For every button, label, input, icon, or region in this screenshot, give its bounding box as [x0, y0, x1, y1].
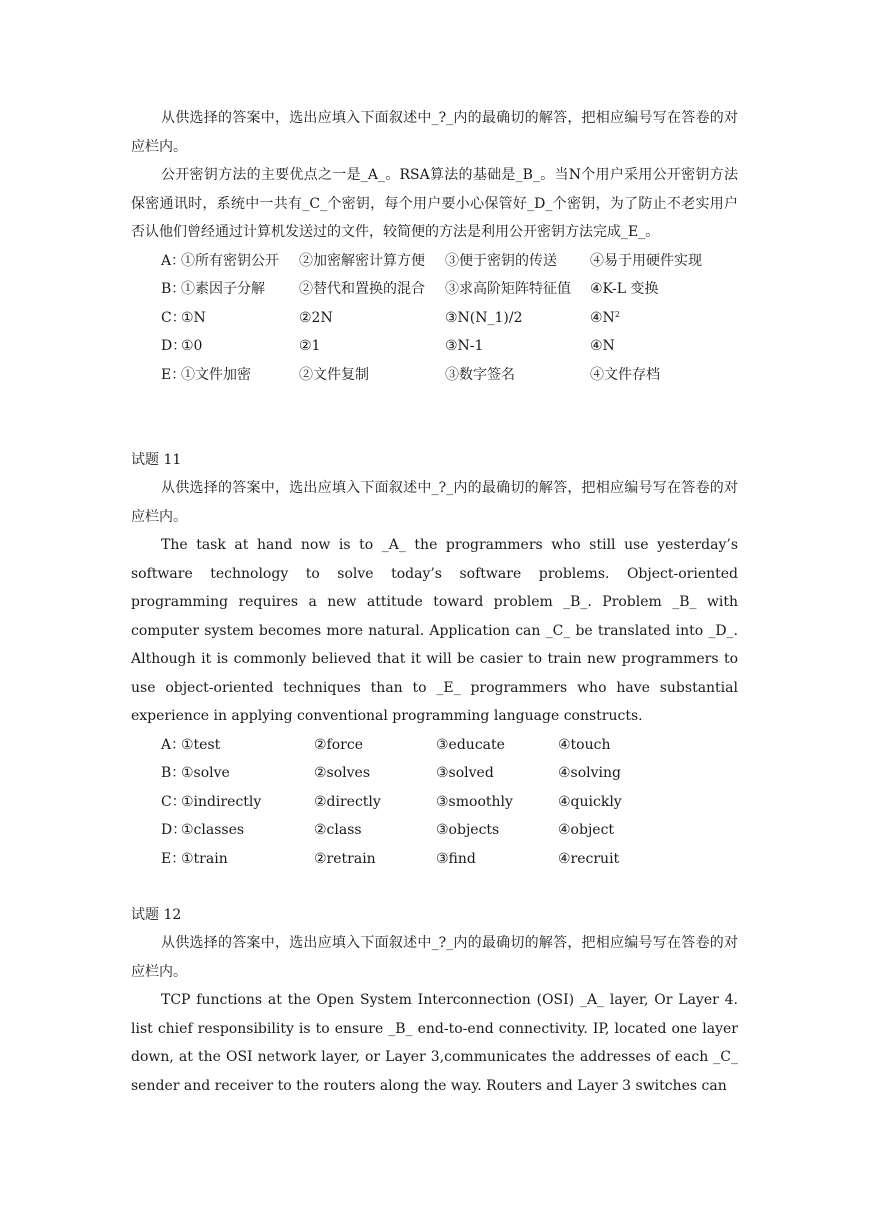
- q11-option-row-d: [131, 816, 738, 845]
- q11-option-row-e: [131, 845, 738, 874]
- option-1: ①classes: [181, 822, 245, 838]
- option-3: ③便于密钥的传送: [445, 252, 557, 269]
- option-1: ①所有密钥公开: [181, 252, 279, 269]
- option-3: ③N(N_1)/2: [445, 309, 523, 326]
- q10-instruction: 从供选择的答案中，选出应填入下面叙述中_?_内的最确切的解答，把相应编号写在答卷的对应栏内。: [131, 110, 738, 155]
- option-3: ③数字签名: [445, 366, 515, 383]
- option-1: ①test: [181, 736, 221, 753]
- option-2: ②directly: [314, 793, 381, 810]
- option-4: ④quickly: [558, 793, 622, 810]
- q10-passage: 公开密钥方法的主要优点之一是_A_。RSA算法的基础是_B_。当N个用户采用公开密钥方法保密通讯时，系统中一共有_C_个密钥，每个用户要小心保管好_D_个密钥，为了防止不老实用户否认他们曾经通过计算机发送过的文件，较简便的方法是利用公开密钥方法完成_E_。: [131, 167, 738, 240]
- q10-option-row-a: [131, 247, 738, 276]
- option-2: ②2N: [299, 309, 333, 326]
- option-4: [590, 304, 620, 333]
- option-3: ③求高阶矩阵特征值: [445, 281, 571, 297]
- q11-option-row-a: [131, 731, 738, 760]
- option-2: ②替代和置换的混合: [299, 281, 425, 297]
- option-1: ①solve: [181, 765, 230, 781]
- q10-option-row-e: [131, 361, 738, 390]
- question-11: [131, 446, 738, 873]
- option-1: ①0: [181, 338, 203, 354]
- q11-title: 试题 11: [131, 452, 182, 468]
- option-4: ④touch: [558, 736, 611, 753]
- option-label: B：: [161, 765, 186, 781]
- option-4-superscript: 2: [614, 309, 620, 319]
- q10-option-row-c: [131, 304, 738, 333]
- option-4: ④易于用硬件实现: [590, 252, 702, 269]
- option-1: ①train: [181, 850, 228, 867]
- option-label: E：: [161, 850, 186, 867]
- q12-instruction: 从供选择的答案中，选出应填入下面叙述中_?_内的最确切的解答，把相应编号写在答卷的对应栏内。: [131, 935, 738, 980]
- q11-instruction: 从供选择的答案中，选出应填入下面叙述中_?_内的最确切的解答，把相应编号写在答卷的对应栏内。: [131, 480, 738, 525]
- option-1: ①indirectly: [181, 793, 262, 810]
- option-label: C：: [161, 309, 186, 326]
- option-2: ②solves: [314, 765, 371, 781]
- q10-options: [131, 247, 738, 390]
- q12-passage: TCP functions at the Open System Interconnection (OSI) _A_ layer, Or Layer 4. list chief responsibility is to ensure _B_ end-to-end connectivity. IP, located one layer down, at the OSI network layer, or Layer 3,communicates the addresses of each _C_ sender and receiver to the routers along the way. Routers and Layer 3 switches can: [131, 992, 738, 1094]
- q12-title: 试题 12: [131, 907, 182, 923]
- option-1: ①素因子分解: [181, 281, 265, 297]
- option-2: ②class: [314, 822, 362, 838]
- option-2: ②1: [299, 338, 321, 354]
- option-2: ②加密解密计算方便: [299, 252, 425, 269]
- option-label: A：: [161, 252, 186, 269]
- q10-option-row-d: [131, 332, 738, 361]
- option-label: D：: [161, 338, 187, 354]
- option-3: ③find: [436, 850, 476, 867]
- option-1: ①N: [181, 309, 206, 326]
- option-3: ③educate: [436, 736, 505, 753]
- question-10: [131, 104, 738, 389]
- option-2: ②force: [314, 736, 363, 753]
- option-4: ④recruit: [558, 850, 620, 867]
- option-1: ①文件加密: [181, 366, 251, 383]
- option-label: A：: [161, 736, 186, 753]
- question-12: [131, 901, 738, 1100]
- option-label: E：: [161, 366, 186, 383]
- option-label: B：: [161, 281, 186, 297]
- option-2: ②文件复制: [299, 366, 369, 383]
- option-4-base: ④N: [590, 309, 615, 326]
- option-4: ④N: [590, 338, 615, 354]
- option-2: ②retrain: [314, 850, 376, 867]
- q10-option-row-b: [131, 275, 738, 304]
- option-label: D：: [161, 822, 187, 838]
- q11-options: [131, 731, 738, 874]
- option-label: C：: [161, 793, 186, 810]
- option-3: ③solved: [436, 765, 494, 781]
- option-3: ③objects: [436, 822, 500, 838]
- option-3: ③N-1: [445, 338, 484, 354]
- option-4: ④solving: [558, 765, 622, 781]
- option-4: ④object: [558, 822, 615, 838]
- q11-option-row-b: [131, 759, 738, 788]
- q11-passage: The task at hand now is to _A_ the programmers who still use yesterday’s software technology to solve today’s software problems. Object-oriented programming requires a new attitude toward problem _B_. Problem _B_ with computer system becomes more natural. Application can _C_ be translated into _D_. Although it is commonly believed that it will be casier to train new programmers to use object-oriented techniques than to _E_ programmers who have substantial experience in applying conventional programming language constructs.: [131, 537, 738, 724]
- q11-option-row-c: [131, 788, 738, 817]
- option-4: ④文件存档: [590, 366, 660, 383]
- option-3: ③smoothly: [436, 793, 513, 810]
- option-4: ④K-L 变换: [590, 281, 659, 297]
